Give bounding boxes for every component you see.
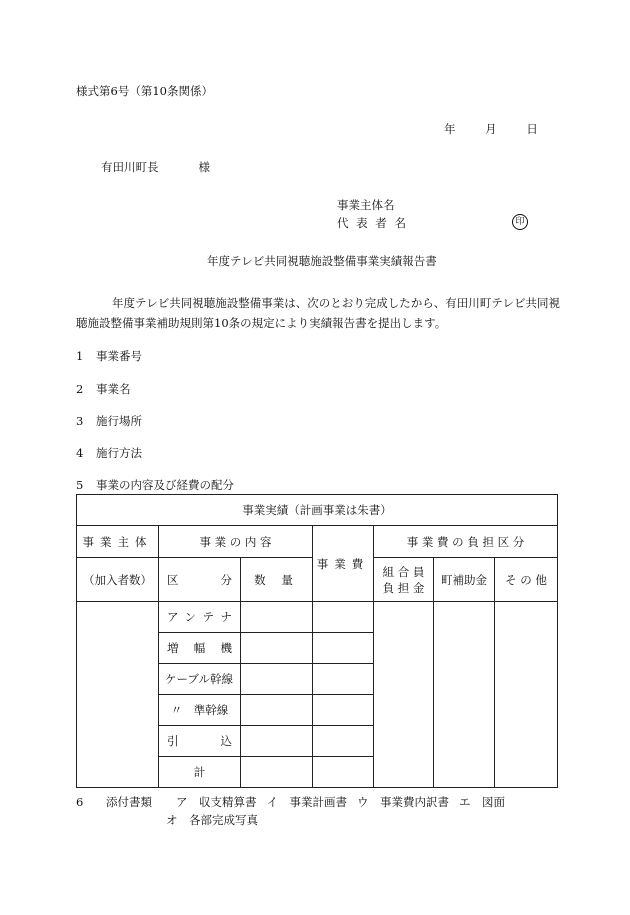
item-3: 3 施行場所	[76, 414, 142, 428]
expense-table	[76, 494, 558, 788]
addressee	[101, 162, 210, 174]
attachment-i: イ 事業計画書	[266, 795, 347, 809]
row-sub-trunk: 〃 準幹線	[159, 695, 241, 726]
other-cell	[495, 602, 558, 788]
row-total-qty	[241, 757, 313, 788]
entity-name-label: 事業主体名	[337, 198, 395, 212]
date-month: 月	[485, 122, 497, 136]
item-6-attachments	[76, 797, 515, 809]
row-antenna-qty	[241, 602, 313, 633]
row-amplifier-qty	[241, 633, 313, 664]
seal-mark: 印	[512, 214, 528, 230]
col-members: （加入者数）	[77, 558, 159, 602]
item-5: 5 事業の内容及び経費の配分	[76, 478, 234, 492]
col-category: 区 分	[159, 558, 241, 602]
col-cost: 事業費	[313, 526, 374, 602]
attachment-o: オ 各部完成写真	[166, 813, 258, 827]
row-amplifier-cost	[313, 633, 374, 664]
row-amplifier: 増幅機	[159, 633, 241, 664]
col-entity: 事業主体	[77, 526, 159, 558]
attachment-e: エ 図面	[459, 795, 505, 809]
row-sub-trunk-cost	[313, 695, 374, 726]
attachments-label: 添付書類	[106, 795, 152, 809]
attachment-u: ウ 事業費内訳書	[357, 795, 449, 809]
date-day: 日	[526, 122, 538, 136]
date-year: 年	[444, 122, 456, 136]
row-trunk-cable-cost	[313, 664, 374, 695]
item-4: 4 施行方法	[76, 446, 142, 460]
entity-cell	[77, 602, 159, 788]
addressee-name: 有田川町長	[101, 160, 159, 174]
table-caption: 事業実績（計画事業は朱書）	[77, 495, 558, 526]
date-line	[444, 124, 538, 136]
row-antenna-cost	[313, 602, 374, 633]
col-content: 事 業 の 内 容	[159, 526, 313, 558]
col-town: 町補助金	[434, 558, 495, 602]
row-total: 計	[159, 757, 241, 788]
col-union	[374, 558, 434, 602]
row-drop: 引込	[159, 726, 241, 757]
col-other: そ の 他	[495, 558, 558, 602]
row-trunk-cable-qty	[241, 664, 313, 695]
item-2: 2 事業名	[76, 382, 131, 396]
item-1: 1 事業番号	[76, 349, 142, 363]
row-sub-trunk-qty	[241, 695, 313, 726]
representative-label: 代 表 者 名	[337, 216, 408, 230]
body-paragraph: 年度テレビ共同視聴施設整備事業は、次のとおり完成したから、有田川町テレビ共同視聴施設整備事業補助規則第10条の規定により実績報告書を提出します。	[76, 296, 561, 330]
row-antenna: アンテナ	[159, 602, 241, 633]
union-cell	[374, 602, 434, 788]
row-drop-qty	[241, 726, 313, 757]
form-number: 様式第6号（第10条関係）	[76, 84, 213, 98]
col-union-line2: 負 担 金	[382, 580, 425, 595]
attachment-a: ア 収支精算書	[176, 795, 257, 809]
col-union-line1: 組 合 員	[382, 564, 425, 579]
row-trunk-cable: ケーブル幹線	[159, 664, 241, 695]
row-total-cost	[313, 757, 374, 788]
col-burden: 事 業 費 の 負 担 区 分	[374, 526, 558, 558]
col-quantity: 数 量	[241, 558, 313, 602]
attachments-num: 6	[76, 795, 84, 809]
document-title: 年度テレビ共同視聴施設整備事業実績報告書	[207, 254, 437, 268]
row-drop-cost	[313, 726, 374, 757]
addressee-honorific: 様	[198, 160, 210, 174]
town-cell	[434, 602, 495, 788]
